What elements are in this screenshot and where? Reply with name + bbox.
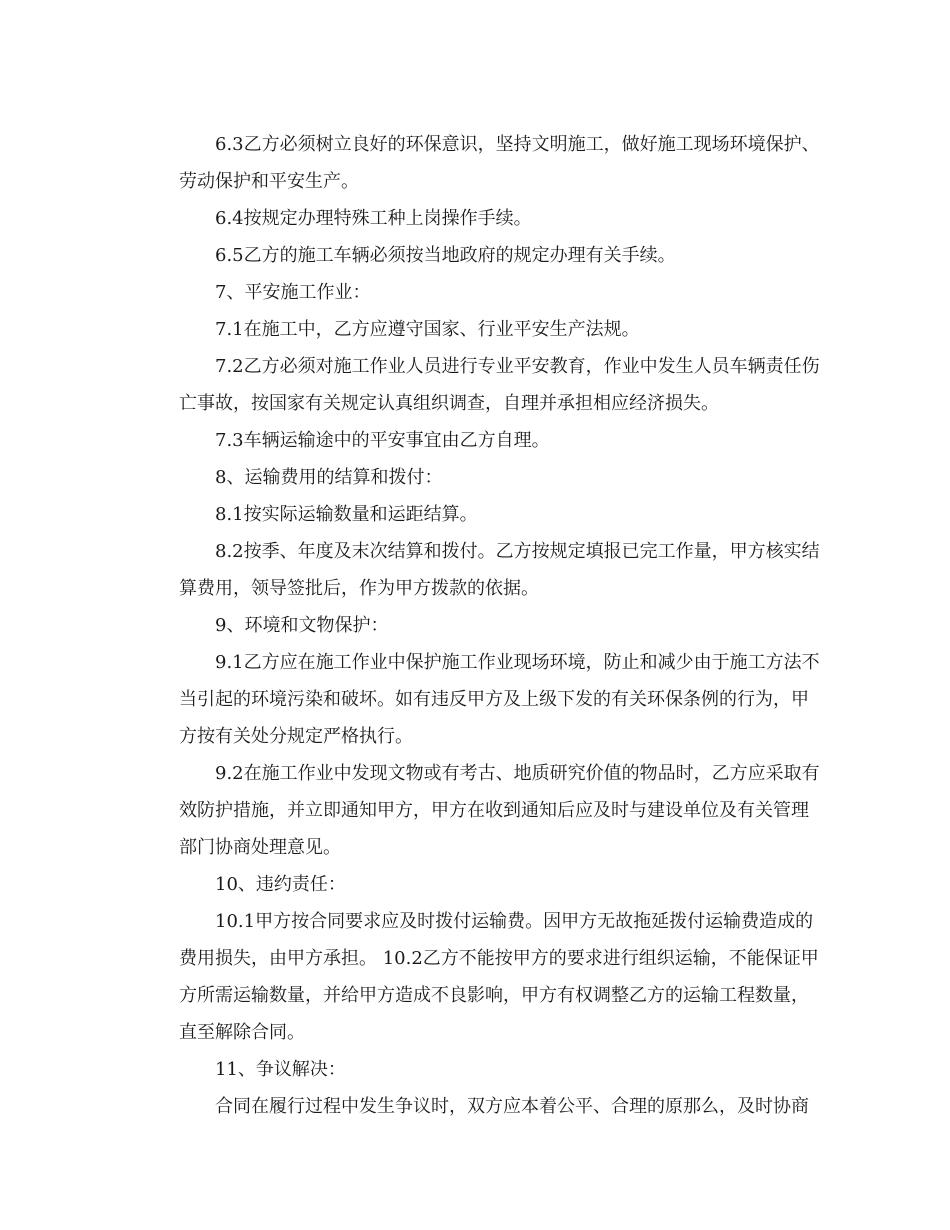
section-heading: 8、运输费用的结算和拨付：: [215, 467, 443, 488]
clause-8-2: [143, 533, 820, 607]
clause-7-3: [143, 422, 813, 459]
section-heading: 10、违约责任：: [215, 874, 346, 895]
section-heading: 9、环境和文物保护：: [215, 615, 389, 636]
text-line: 7.3车辆运输途中的平安事宜由乙方自理。: [215, 430, 550, 451]
clause-10-1: [143, 903, 819, 1051]
text-line: 部门协商处理意见。: [179, 837, 341, 858]
text-line: 直至解除合同。: [179, 1022, 305, 1043]
clause-7-2: [143, 348, 820, 422]
clause-6-4: [143, 200, 813, 237]
text-line: 8.2按季、年度及末次结算和拨付。乙方按规定填报已完工作量，甲方核实结: [215, 541, 820, 562]
text-line: 亡事故，按国家有关规定认真组织调查，自理并承担相应经济损失。: [179, 393, 719, 414]
text-line: 合同在履行过程中发生争议时，双方应本着公平、合理的原那么，及时协商: [215, 1096, 809, 1117]
text-line: 费用损失，由甲方承担。 10.2乙方不能按甲方的要求进行组织运输，不能保证甲: [179, 948, 819, 969]
document-body: [143, 126, 820, 1125]
text-line: 8.1按实际运输数量和运距结算。: [215, 504, 478, 525]
section-heading: 11、争议解决：: [215, 1059, 346, 1080]
text-line: 7.1在施工中，乙方应遵守国家、行业平安生产法规。: [215, 319, 640, 340]
text-line: 6.3乙方必须树立良好的环保意识，坚持文明施工，做好施工现场环境保护、: [215, 134, 820, 155]
text-line: 算费用，领导签批后，作为甲方拨款的依据。: [179, 578, 539, 599]
text-line: 当引起的环境污染和破坏。如有违反甲方及上级下发的有关环保条例的行为，甲: [179, 689, 809, 710]
section-11-heading: [143, 1051, 813, 1088]
text-line: 方按有关处分规定严格执行。: [179, 726, 413, 747]
clause-6-3: [143, 126, 820, 200]
section-10-heading: [143, 866, 813, 903]
section-heading: 7、平安施工作业：: [215, 282, 371, 303]
text-line: 9.1乙方应在施工作业中保护施工作业现场环境，防止和减少由于施工方法不: [215, 652, 820, 673]
section-7-heading: [143, 274, 813, 311]
text-line: 6.5乙方的施工车辆必须按当地政府的规定办理有关手续。: [215, 245, 676, 266]
text-line: 10.1甲方按合同要求应及时拨付运输费。因甲方无故拖延拨付运输费造成的: [215, 911, 814, 932]
text-line: 9.2在施工作业中发现文物或有考古、地质研究价值的物品时，乙方应采取有: [215, 763, 820, 784]
text-line: 7.2乙方必须对施工作业人员进行专业平安教育，作业中发生人员车辆责任伤: [215, 356, 820, 377]
text-line: 劳动保护和平安生产。: [179, 171, 359, 192]
text-line: 方所需运输数量，并给甲方造成不良影响，甲方有权调整乙方的运输工程数量，: [179, 985, 809, 1006]
section-9-heading: [143, 607, 813, 644]
clause-6-5: [143, 237, 813, 274]
clause-11-body: [143, 1088, 813, 1125]
clause-7-1: [143, 311, 813, 348]
text-line: 6.4按规定办理特殊工种上岗操作手续。: [215, 208, 532, 229]
clause-9-1: [143, 644, 820, 755]
section-8-heading: [143, 459, 813, 496]
clause-9-2: [143, 755, 820, 866]
clause-8-1: [143, 496, 813, 533]
text-line: 效防护措施，并立即通知甲方，甲方在收到通知后应及时与建设单位及有关管理: [179, 800, 809, 821]
